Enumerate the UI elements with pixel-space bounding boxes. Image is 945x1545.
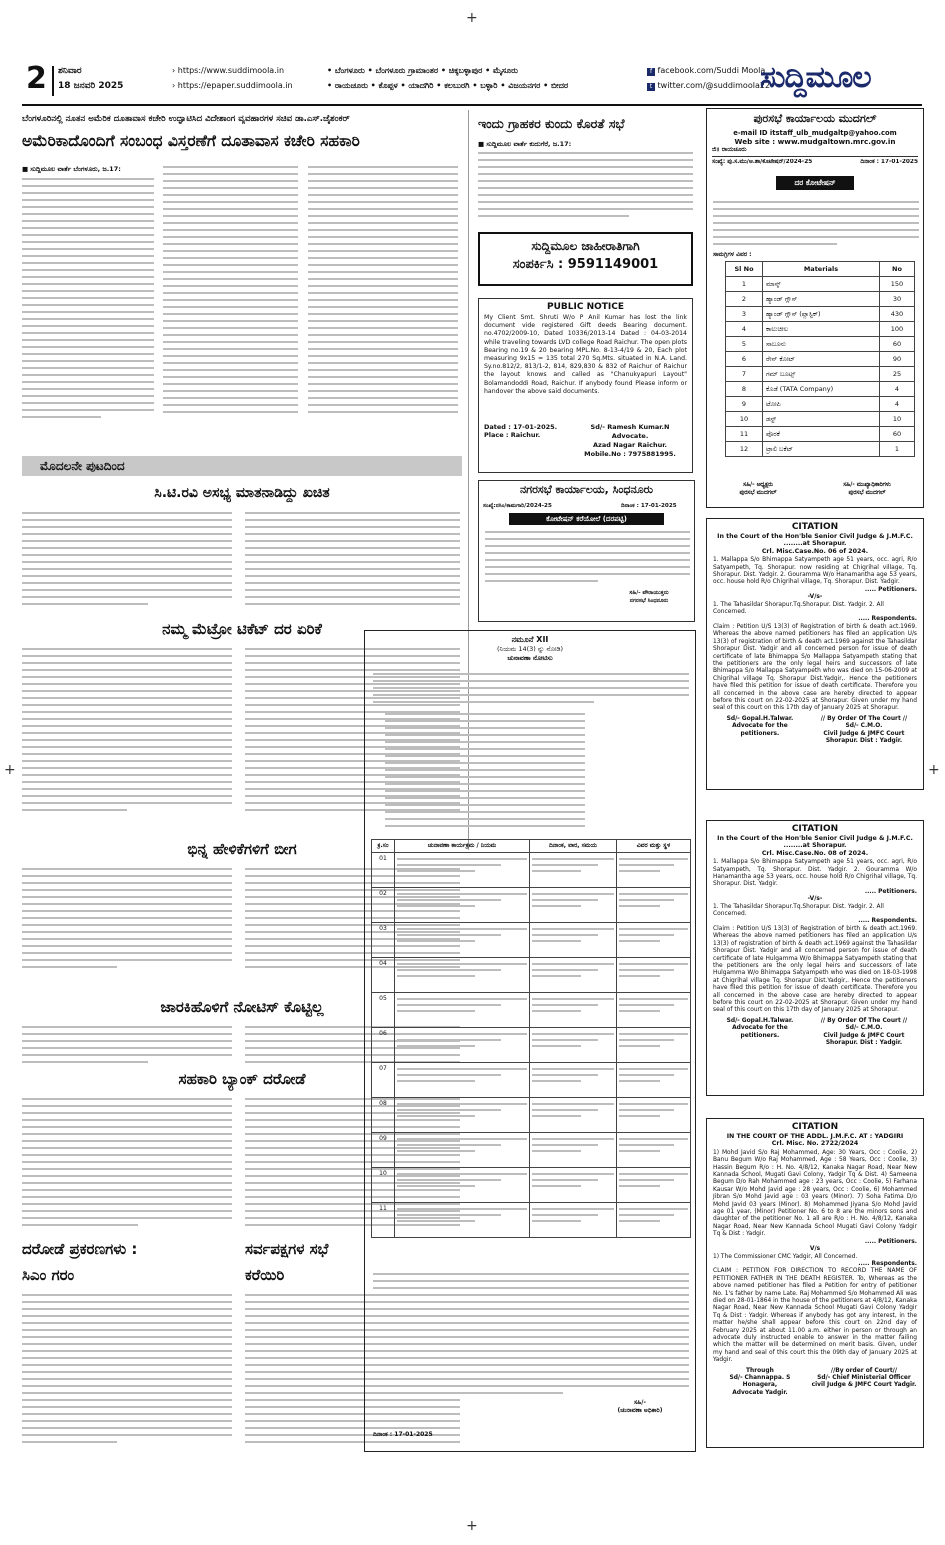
schedule-cell xyxy=(395,1028,530,1063)
materials-cell-qty: 60 xyxy=(880,337,915,352)
materials-cell-qty: 430 xyxy=(880,307,915,322)
citation-notice xyxy=(706,1118,924,1448)
materials-cell-material: ಹ್ಯಾಂಡ್ ಗ್ಲೌಸ್ xyxy=(763,292,880,307)
schedule-row xyxy=(372,1133,691,1168)
schedule-cell xyxy=(617,993,691,1028)
twitter-link[interactable] xyxy=(647,81,770,91)
mudgal-body xyxy=(713,201,919,250)
lead-body-col1 xyxy=(22,178,154,423)
notice-sign-address: Azad Nagar Raichur. xyxy=(593,441,667,449)
citation-sd-right2: Sd/- C.M.O. xyxy=(845,1025,883,1032)
materials-cell-sl: 8 xyxy=(726,382,763,397)
form-intro xyxy=(373,673,689,708)
schedule-row xyxy=(372,888,691,923)
schedule-row xyxy=(372,993,691,1028)
mudgal-district: ಜಿ॥ ರಾಯಚೂರು xyxy=(712,146,747,153)
schedule-cell xyxy=(530,888,617,923)
lead-headline: ಅಮೆರಿಕಾದೊಂದಿಗೆ ಸಂಬಂಧ ವಿಸ್ತರಣೆಗೆ ದೂತಾವಾಸ ಕಚೇರಿ ಸಹಕಾರಿ xyxy=(22,132,360,150)
story-rob-body xyxy=(22,1294,232,1448)
schedule-cell xyxy=(617,923,691,958)
story-ed-body-col1 xyxy=(22,1026,232,1068)
lead-byline: ■ ಸುದ್ದಿಮೂಲ ವಾರ್ತೆ ಬೆಂಗಳೂರು, ಜ.17: xyxy=(22,165,121,173)
schedule-row xyxy=(372,1098,691,1133)
th-date: ದಿನಾಂಕ, ವಾರ, ಸಮಯ xyxy=(530,840,617,853)
twitter-text: twitter.com/@suddimoola22 xyxy=(657,81,771,90)
epaper-url-text: https://epaper.suddimoola.in xyxy=(177,81,293,90)
schedule-sl: 05 xyxy=(372,993,395,1028)
schedule-cell xyxy=(530,958,617,993)
site-url[interactable]: › https://www.suddimoola.in xyxy=(172,66,285,75)
schedule-sl: 01 xyxy=(372,853,395,888)
schedule-cell xyxy=(617,853,691,888)
notice-sign-role: Advocate. xyxy=(611,432,649,440)
schedule-cell xyxy=(395,853,530,888)
materials-row xyxy=(726,412,915,427)
sindhanur-title: ನಗರಸಭೆ ಕಾರ್ಯಾಲಯ, ಸಿಂಧನೂರು xyxy=(520,483,653,496)
facebook-text: facebook.com/Suddi Moola xyxy=(657,66,766,75)
mudgal-sign-left2: ಪುರಸಭೆ ಮುದಗಲ್ xyxy=(739,490,777,496)
form-sign-role: (ಚುನಾವಣಾ ಅಧಿಕಾರಿ) xyxy=(617,1407,663,1414)
materials-cell-material: ಮಾಸ್ಕ್ xyxy=(763,277,880,292)
materials-cell-qty: 100 xyxy=(880,322,915,337)
mudgal-sign-left: ಸಹಿ/- ಅಧ್ಯಕ್ಷರು xyxy=(742,482,774,488)
materials-cell-sl: 7 xyxy=(726,367,763,382)
citation-sd-left3: Advocate Yadgir. xyxy=(732,1389,788,1396)
materials-cell-qty: 25 xyxy=(880,367,915,382)
materials-cell-qty: 90 xyxy=(880,352,915,367)
citation-vs: -V/s- xyxy=(807,594,823,601)
citation-title: CITATION xyxy=(791,522,839,532)
schedule-cell xyxy=(395,923,530,958)
materials-row xyxy=(726,382,915,397)
schedule-sl: 09 xyxy=(372,1133,395,1168)
story-all-title: ಸರ್ವಪಕ್ಷಗಳ ಸಭೆ xyxy=(245,1240,329,1258)
mudgal-sign-right: ಸಹಿ/- ಮುಖ್ಯಾಧಿಕಾರಿಗಳು xyxy=(843,482,891,488)
citation-sd-right3: civil Judge & JMFC Court Yadgir. xyxy=(811,1382,917,1389)
story-rob-sub: ಸಿಎಂ ಗರಂ xyxy=(22,1266,75,1284)
materials-row xyxy=(726,397,915,412)
schedule-row xyxy=(372,1028,691,1063)
materials-row xyxy=(726,277,915,292)
notice-sign-name: Sd/- Ramesh Kumar.N xyxy=(590,423,670,431)
customer-byline: ■ ಸುದ್ದಿಮೂಲ ವಾರ್ತೆ ಕುದುಗೆರೆ, ಜ.17: xyxy=(478,140,572,148)
materials-row xyxy=(726,307,915,322)
issue-day: ಶನಿವಾರ xyxy=(58,66,82,76)
th-sl: ಕ್ರ.ಸಂ xyxy=(372,840,395,853)
schedule-cell xyxy=(617,1098,691,1133)
story-rob-title: ದರೋಡೆ ಪ್ರಕರಣಗಳು : xyxy=(22,1240,138,1258)
schedule-cell xyxy=(395,1203,530,1238)
twitter-icon: t xyxy=(647,83,655,91)
form-summary xyxy=(385,713,585,832)
sindhanur-ref: ಸಂಖ್ಯೆ:ನಸಿಂ/ಕಾಮಗಾರಿ/2024-25 xyxy=(483,503,552,509)
citation-sd-right2: Sd/- C.M.O. xyxy=(845,723,883,730)
schedule-cell xyxy=(530,1098,617,1133)
page-header xyxy=(22,60,922,102)
nav-districts-2[interactable]: • ರಾಯಚೂರು • ಕೊಪ್ಪಳ • ಯಾದಗಿರಿ • ಕಲಬುರಗಿ • ಬಳ್ಳಾರಿ • ವಿಜಯನಗರ • ಬೀದರ xyxy=(327,81,569,90)
schedule-cell xyxy=(395,1063,530,1098)
citation-sd-right3: Civil Judge & JMFC Court Shorapur. Dist : Yadgir. xyxy=(823,730,905,744)
public-notice-dated: Dated : 17-01-2025. xyxy=(484,423,558,431)
schedule-cell xyxy=(530,1168,617,1203)
schedule-cell xyxy=(395,958,530,993)
mudgal-band: ದರ ಕೋಟೇಷನ್ xyxy=(776,176,853,190)
th-detail: ವಿವರ ಮತ್ತು ಸ್ಥಳ xyxy=(617,840,691,853)
story-bank-headline: ಸಹಕಾರಿ ಬ್ಯಾಂಕ್ ದರೋಡೆ xyxy=(178,1070,306,1088)
lead-body-col2 xyxy=(163,166,298,418)
form-sign: ಸಹಿ/- xyxy=(634,1399,646,1406)
citation-sd-left: Through xyxy=(746,1367,774,1374)
citation-respondents: ..... Respondents. xyxy=(858,616,917,623)
public-notice-title: PUBLIC NOTICE xyxy=(546,302,624,312)
schedule-cell xyxy=(530,1133,617,1168)
crop-mark-top: + xyxy=(466,10,478,26)
public-notice-body: My Client Smt. Shruti W/o P Anil Kumar has lost the link document vide registered Gift deeds Bearing document. no.4702/2009-10, Dated 10336/2013-14 Dated : 04-03-2014 while traveling towards LVD college Road Raichur. The open plots Bearing no.19 & 20 bearing MPL.No. 8-13-4/19 & 20, Each plot measuring 9x15 = 135 total 270 Sq.Mts. situated in N.A. Land. Sy.no.812/2, 813/1-2, 814, 829,830 & 832 of Raichur of Raichur the layout knows and called as "Chanukyapuri Layout" Bolamandoddi Road, Raichur. If anybody found Please inform or handover the above said documents. xyxy=(484,314,687,395)
materials-row xyxy=(726,337,915,352)
story-all-sub: ಕರೆಯಿರಿ xyxy=(245,1266,285,1284)
materials-cell-material: ಕಾಲುಚೀಲ xyxy=(763,322,880,337)
schedule-cell xyxy=(395,993,530,1028)
citation-petitioners: ..... Petitioners. xyxy=(864,1238,917,1245)
citation-case: Crl. Misc.Case.No. 06 of 2024. xyxy=(761,547,869,555)
schedule-sl: 02 xyxy=(372,888,395,923)
materials-row xyxy=(726,352,915,367)
site-url-text: https://www.suddimoola.in xyxy=(177,66,285,75)
citation-petitioners: ..... Petitioners. xyxy=(864,586,917,593)
citation-respondent: 1. The Tahasildar Shorapur.Tq.Shorapur. Dist. Yadgir. 2. All Concerned. xyxy=(713,903,884,918)
mudgal-title: ಪುರಸಭೆ ಕಾರ್ಯಾಲಯ ಮುದಗಲ್ xyxy=(753,112,877,125)
form-footnotes xyxy=(373,1273,689,1399)
schedule-cell xyxy=(530,1063,617,1098)
citation-claim: Claim : Petition U/S 13(3) of Registration of birth & death act.1969. Whereas the above named petitioners has filed an application U/s 13(3) of registration of birth & death act.1969 against the Tahasildar Shorapur Dist. Yadgir and all concerned person for issue of death certificate of late Hulgamma W/o Bhimappa Satyampeth stating that the petitioners are the only legal heirs and successors of late Hulgamma W/o Bhimappa Satyampeth who was died on 18-03-1998 at Chigrihal village Tq. Shorapur Dist.Yadgir,. Hence the petitioners have filed this petition for issue of death certificate. Therefore you all concerned in the above case are hereby directed to appear before this court on 22-02-2025 at Shorapur. Given under my hand seal of this court on this 17th day of January 2025 at Shorapur. xyxy=(713,925,917,1014)
mudgal-ref: ಸಂಖ್ಯೆ: ಪು.ಸ.ಮು/ಆ.ಶಾ/ಕೊಟೇಷನ್/2024-25 xyxy=(712,159,813,165)
issue-date: 18 ಜನವರಿ 2025 xyxy=(58,81,124,91)
citation-sd-left2: Advocate for the petitioners. xyxy=(732,723,788,737)
story-rob-headline xyxy=(22,1236,232,1288)
epaper-url[interactable]: › https://epaper.suddimoola.in xyxy=(172,81,293,90)
citation-respondent: 1) The Commissioner CMC Yadgir, All Concerned. xyxy=(713,1253,858,1260)
header-rule xyxy=(22,104,922,106)
schedule-cell xyxy=(617,888,691,923)
facebook-link[interactable] xyxy=(647,66,765,76)
citation-respondents: ..... Respondents. xyxy=(858,1260,917,1267)
facebook-icon: f xyxy=(647,68,655,76)
mudgal-quotation xyxy=(706,108,924,508)
ad-box xyxy=(478,232,693,286)
citation-court: IN THE COURT OF THE ADDL. J.M.F.C. AT : YADGIRI xyxy=(726,1133,904,1140)
materials-cell-material: ಸಾಬೂನು xyxy=(763,337,880,352)
story-metro-headline: ನಮ್ಮ ಮೆಟ್ರೋ ಟಿಕೆಟ್ ದರ ಏರಿಕೆ xyxy=(162,620,322,638)
schedule-sl: 07 xyxy=(372,1063,395,1098)
sindhanur-body xyxy=(485,531,690,587)
schedule-sl: 06 xyxy=(372,1028,395,1063)
citation-claim: CLAIM : PETITION FOR DIRECTION TO RECORD THE NAME OF PETITIONER FATHER IN THE DEATH REGISTER. To, Whereas as the above named petitioner has filed a Petition for entry of petitioner No. 1's father by name Late. Raj Mohammed S/o Mohammed Ali was died on 28-01-1864 in the house of the petitioners at 4/8/12, Kanaka Nagar Road, Near New Kannada School Mugati Gavi Colony Yadgir Tq & Dist : Yadgir. Whereas if anybody has got any interest, in the matter he/she shall appear before this court on 22nd day of February 2025 at about 11.00 a.m. either in person or through an advocate duly instructed enable to answer in the matter failing which the matter will be determined on merit basis. Given, under my hand and seal of this court this the 09th day of January 2025 at Yadgir. xyxy=(713,1268,917,1364)
public-notice xyxy=(478,298,693,473)
citation-claim: Claim : Petition U/S 13(3) of Registration of birth & death act.1969. Whereas the above named petitioners has filed an application U/s 13(3) of registration of birth & death act.1969 against the Tahasildar Shorapur Dist. Yadgir and all concerned person for issue of death certificate of late Bhimappa S/o Mallappa Satyampeth stating that the petitioners are the only legal heirs and successors of late Bhimappa S/o Mallappa Satyampeth who was died on 15-06-2009 at Chigrihal village Tq. Shorapur Dist.Yadgir,. Hence the petitioners have filed this petition for issue of death certificate. Therefore you all concerned in the above case are hereby directed to appear before this court on 22-02-2025 at Shorapur. Given under my hand seal of this court on this 17th day of January 2025 at Shorapur. xyxy=(713,623,917,712)
masthead-logo: ಸುದ್ದಿಮೂಲ xyxy=(760,60,871,95)
citation-sd-left2: Advocate for the petitioners. xyxy=(732,1025,788,1039)
schedule-cell xyxy=(395,1168,530,1203)
schedule-cell xyxy=(530,853,617,888)
nav-districts-1[interactable]: • ಬೆಂಗಳೂರು • ಬೆಂಗಳೂರು ಗ್ರಾಮಾಂತರ • ಚಿಕ್ಕಬಳ್ಳಾಪುರ • ಮೈಸೂರು xyxy=(327,66,518,75)
divider xyxy=(52,66,54,96)
materials-cell-qty: 10 xyxy=(880,412,915,427)
section-band-title: ಮೊದಲನೇ ಪುಟದಿಂದ xyxy=(40,459,125,473)
materials-cell-qty: 4 xyxy=(880,397,915,412)
citation-case: Crl. Misc. No. 2722/2024 xyxy=(771,1140,859,1148)
citation-case: Crl. Misc.Case.No. 08 of 2024. xyxy=(761,849,869,857)
crop-mark-right: + xyxy=(928,762,940,778)
schedule-row xyxy=(372,853,691,888)
schedule-sl: 08 xyxy=(372,1098,395,1133)
materials-cell-material: ಡಸ್ಟ್ xyxy=(763,412,880,427)
th-no: No xyxy=(880,262,915,277)
schedule-sl: 10 xyxy=(372,1168,395,1203)
citation-title: CITATION xyxy=(791,824,839,834)
schedule-cell xyxy=(617,1168,691,1203)
materials-cell-sl: 11 xyxy=(726,427,763,442)
story-ed-headline: ಜಾರಕಿಹೊಳಿಗೆ ನೋಟಿಸ್ ಕೊಟ್ಟಿಲ್ಲ xyxy=(160,998,324,1016)
form-sub: (ನಿಯಮ 14(3) ನ್ನು ನೋಡಿ) xyxy=(496,645,564,653)
crop-mark-bottom: + xyxy=(466,1518,478,1534)
schedule-cell xyxy=(530,1203,617,1238)
materials-cell-material: ಟ್ರಾಲಿ ಬಕೆಟ್ xyxy=(763,442,880,457)
schedule-row xyxy=(372,1063,691,1098)
ad-line1: ಸುದ್ದಿಮೂಲ ಜಾಹೀರಾತಿಗಾಗಿ xyxy=(531,239,640,253)
crop-mark-left: + xyxy=(4,762,16,778)
materials-cell-sl: 9 xyxy=(726,397,763,412)
th-materials: Materials xyxy=(763,262,880,277)
materials-cell-material: ಕೊಡೆ (TATA Company) xyxy=(763,382,880,397)
mudgal-date: ದಿನಾಂಕ : 17-01-2025 xyxy=(860,159,918,165)
story-ct-headline: ಸಿ.ಟಿ.ರವಿ ಅಸಭ್ಯ ಮಾತನಾಡಿದ್ದು ಖಚಿತ xyxy=(154,485,330,501)
citation-court: In the Court of the Hon'ble Senior Civil Judge & J.M.F.C. ........at Shorapur. xyxy=(717,533,913,548)
materials-cell-sl: 3 xyxy=(726,307,763,322)
citation-notice xyxy=(706,518,924,790)
citation-notice xyxy=(706,820,924,1096)
materials-cell-sl: 1 xyxy=(726,277,763,292)
citation-sd-right3: Civil Judge & JMFC Court Shorapur. Dist : Yadgir. xyxy=(823,1032,905,1046)
schedule-cell xyxy=(617,958,691,993)
ad-line2: ಸಂಪರ್ಕಿಸಿ : 9591149001 xyxy=(512,257,659,272)
sindhanur-sign-office: ನಗರಸಭೆ ಸಿಂಧನೂರು xyxy=(629,598,669,604)
materials-row xyxy=(726,292,915,307)
mudgal-email: e-mail ID itstaff_ulb_mudgaltp@yahoo.com xyxy=(733,129,897,137)
materials-row xyxy=(726,322,915,337)
mudgal-sign-right2: ಪುರಸಭೆ ಮುದಗಲ್ xyxy=(848,490,886,496)
lead-kicker: ಬೆಂಗಳೂರಿನಲ್ಲಿ ನೂತನ ಅಮೆರಿಕ ದೂತಾವಾಸ ಕಚೇರಿ ಉದ್ಘಾಟಿಸಿದ ವಿದೇಶಾಂಗ ವ್ಯವಹಾರಗಳ ಸಚಿವ ಡಾ.ಎಸ್.ಜೈಶಂಕರ್ xyxy=(22,114,350,124)
materials-row xyxy=(726,442,915,457)
materials-cell-qty: 30 xyxy=(880,292,915,307)
materials-cell-sl: 5 xyxy=(726,337,763,352)
public-notice-place: Place : Raichur. xyxy=(484,431,541,439)
citation-sd-right: // By Order Of The Court // xyxy=(820,1017,908,1024)
mudgal-web: Web site : www.mudgaltown.mrc.gov.in xyxy=(734,137,896,146)
citation-sd-right: //By order of Court// xyxy=(830,1367,897,1374)
citation-sd-left: Sd/- Gopal.H.Talwar. xyxy=(726,1017,794,1024)
materials-cell-qty: 60 xyxy=(880,427,915,442)
customer-body xyxy=(478,152,693,222)
citation-petitioners: ..... Petitioners. xyxy=(864,888,917,895)
materials-cell-sl: 10 xyxy=(726,412,763,427)
schedule-cell xyxy=(395,1098,530,1133)
page-number: 2 xyxy=(26,61,47,96)
materials-table xyxy=(725,261,915,457)
materials-cell-material: ಗಮ್ ಬೂಟ್ಸ್ xyxy=(763,367,880,382)
story-ct-body-col2 xyxy=(245,512,460,610)
schedule-cell xyxy=(395,888,530,923)
lead-body-col3 xyxy=(308,166,458,418)
materials-row xyxy=(726,427,915,442)
story-ct-body-col1 xyxy=(22,512,232,610)
sindhanur-band: ಕೋಟೇಷನ್ ಕರೆಯೋಲೆ (ದರಪಟ್ಟಿ) xyxy=(509,513,664,525)
materials-cell-sl: 2 xyxy=(726,292,763,307)
section-band xyxy=(22,456,462,476)
materials-cell-sl: 12 xyxy=(726,442,763,457)
schedule-row xyxy=(372,1168,691,1203)
materials-cell-material: ಟೋಪಿ xyxy=(763,397,880,412)
materials-row xyxy=(726,367,915,382)
materials-cell-material: ಹ್ಯಾಂಡ್ ಗ್ಲೌಸ್ (ಪ್ಲಾಸ್ಟಿಕ್) xyxy=(763,307,880,322)
citation-sd-left2: Sd/- Channappa. S Honagera, xyxy=(729,1375,791,1389)
materials-cell-sl: 4 xyxy=(726,322,763,337)
schedule-cell xyxy=(617,1203,691,1238)
materials-cell-material: ಪೊರಕೆ xyxy=(763,427,880,442)
citation-parties: 1. Mallappa S/o Bhimappa Satyampeth age 51 years, occ. agri, R/o Satyampeth, Tq. Shorapur. Dist. Yadgir. 2. Gouramma W/o Hanamantha age 53 years, occ. house hold R/o Chigrihal village, Tq. Shorapur. Dist. Yadgir. xyxy=(713,859,917,888)
schedule-cell xyxy=(530,1028,617,1063)
form-dated: ದಿನಾಂಕ : 17-01-2025 xyxy=(373,1431,433,1438)
schedule-cell xyxy=(617,1028,691,1063)
citation-vs: V/s xyxy=(809,1246,821,1253)
mudgal-table-title: ಸಾಮಗ್ರಿಗಳ ವಿವರ : xyxy=(713,251,752,258)
election-schedule-table xyxy=(371,839,691,1238)
citation-parties: 1) Mohd Javid S/o Raj Mohammed, Age: 30 Years, Occ : Coolie, 2) Banu Begum W/o Raj Mohammed, Age : 58 Years, Occ : Coolie, 3) Hassin Begum R/o : H. No. 4/8/12, Kanaka Nagar Road, Near New Kannada School, Mugati Gavi Colony, Yadgir Tq & Dist. 4) Sameena Begum D/o Rah Mohammed age : 23 years, Occ : Coolie, 5) Farhana Kausar W/o Mohd Javid age : 28 years, Occ : Coolie, 6) Mohammed Jibran S/o Mohd Javid age : 03 years (Minor). 7) Soha Fatima D/o Mohd Javid 03 years (Minor). 8) Mohammed Jiyana S/o Mohd Javid age 01 year, (Minor) Petitioner No. 6 to 8 are the minors sons and daughter of the petitioner No. 1 all are R/o : H. No. 4/8/12, Kanaka Nagar Road, Near New Kannada School Mugati Gavi Colony Yadgir Tq & Dist : Yadgir. xyxy=(713,1149,917,1238)
citation-vs: -V/s- xyxy=(807,896,823,903)
story-diff-headline: ಭಿನ್ನ ಹೇಳಿಕೆಗಳಿಗೆ ಬೀಗ xyxy=(187,840,297,858)
citation-title: CITATION xyxy=(791,1122,839,1132)
schedule-row xyxy=(372,923,691,958)
materials-cell-material: ರೇನ್ ಕೋಟ್ xyxy=(763,352,880,367)
materials-cell-qty: 4 xyxy=(880,382,915,397)
th-program: ಚುನಾವಣಾ ಕಾರ್ಯಕ್ರಮ / ನಿಯಮ xyxy=(395,840,530,853)
citation-respondents: ..... Respondents. xyxy=(858,918,917,925)
notice-sign-mobile: Mobile.No : 7975881995. xyxy=(584,450,676,458)
form-title: ನಮೂನೆ XII xyxy=(511,635,549,644)
election-notice xyxy=(364,630,696,1452)
citation-parties: 1. Mallappa S/o Bhimappa Satyampeth age 51 years, occ. agri, R/o Satyampeth, Tq. Shorapur. now residing at Chigrihal village, Tq. Shorapur. Dist. Yadgir. 2. Gouramma W/o Hanamantha age 53 years, occ. house hold R/o Chigrihal village, Tq. Shorapur. Dist. Yadgir. xyxy=(713,557,917,586)
schedule-cell xyxy=(617,1063,691,1098)
schedule-cell xyxy=(617,1133,691,1168)
schedule-cell xyxy=(395,1133,530,1168)
schedule-cell xyxy=(530,993,617,1028)
schedule-row xyxy=(372,1203,691,1238)
citation-sd-right: // By Order Of The Court // xyxy=(820,715,908,722)
story-bank-body-col1 xyxy=(22,1098,232,1231)
sindhanur-date: ದಿನಾಂಕ : 17-01-2025 xyxy=(621,503,677,509)
schedule-sl: 11 xyxy=(372,1203,395,1238)
citation-court: In the Court of the Hon'ble Senior Civil Judge & J.M.F.C. ........at Shorapur. xyxy=(717,835,913,850)
citation-sd-left: Sd/- Gopal.H.Talwar. xyxy=(726,715,794,722)
materials-cell-qty: 150 xyxy=(880,277,915,292)
schedule-sl: 04 xyxy=(372,958,395,993)
schedule-row xyxy=(372,958,691,993)
sindhanur-notice xyxy=(478,480,695,622)
th-slno: Sl No xyxy=(726,262,763,277)
schedule-sl: 03 xyxy=(372,923,395,958)
sindhanur-sign: ಸಹಿ/- ಪೌರಾಯುಕ್ತರು xyxy=(629,590,669,596)
materials-cell-sl: 6 xyxy=(726,352,763,367)
citation-respondent: 1. The Tahasildar Shorapur.Tq.Shorapur. Dist. Yadgir. 2. All Concerned. xyxy=(713,601,884,616)
citation-sd-right2: Sd/- Chief Ministerial Officer xyxy=(817,1375,911,1381)
form-sub2: ಚುನಾವಣಾ ನೋಟಿಸು xyxy=(507,654,553,662)
materials-cell-qty: 1 xyxy=(880,442,915,457)
story-diff-body-col1 xyxy=(22,868,232,973)
customer-headline: ಇಂದು ಗ್ರಾಹಕರ ಕುಂದು ಕೊರತೆ ಸಭೆ xyxy=(478,116,625,131)
story-metro-body-col1 xyxy=(22,648,232,816)
schedule-cell xyxy=(530,923,617,958)
